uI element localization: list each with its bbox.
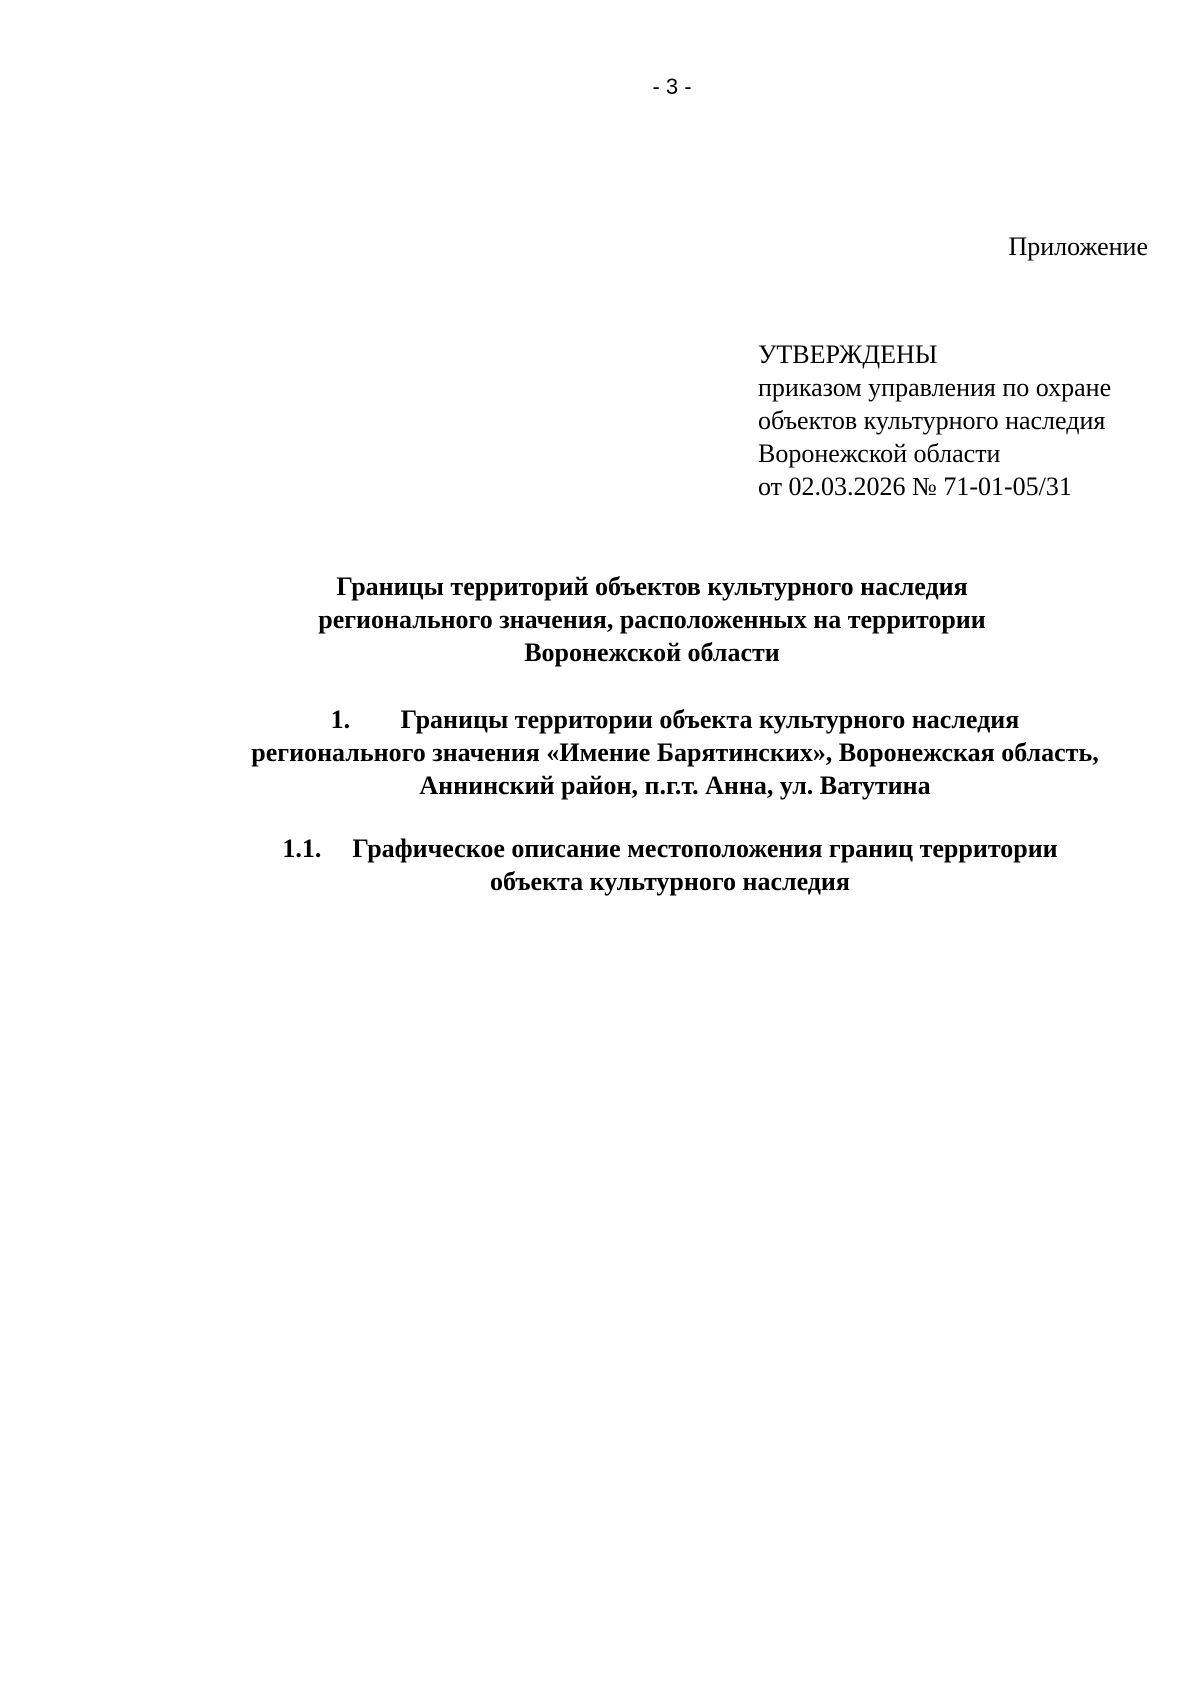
subsection-heading-line: объекта культурного наследия [490, 867, 850, 896]
section-heading-line: Аннинский район, п.г.т. Анна, ул. Ватутина [419, 771, 931, 800]
section-heading [0, 703, 1200, 802]
section-heading-line: регионального значения «Имение Барятинских», Воронежская область, [251, 738, 1099, 767]
document-title-line: Границы территорий объектов культурного наследия [336, 572, 968, 601]
subsection-heading [0, 832, 1200, 898]
document-title [0, 570, 1200, 669]
subsection-heading-line: Графическое описание местоположения границ территории [352, 834, 1058, 863]
appendix-label: Приложение [1008, 232, 1148, 261]
section-heading-line: Границы территории объекта культурного наследия [400, 705, 1020, 734]
approval-line-objects: объектов культурного наследия [758, 406, 1106, 435]
document-title-line: Воронежской области [524, 638, 780, 667]
approval-line-order: приказом управления по охране [758, 373, 1112, 402]
approval-line-region: Воронежской области [758, 439, 1001, 468]
approval-date-number: от 02.03.2026 № 71-01-05/31 [758, 472, 1072, 501]
approval-heading: УТВЕРЖДЕНЫ [758, 340, 938, 369]
page-number: - 3 - [652, 74, 692, 99]
document-title-line: регионального значения, расположенных на территории [318, 605, 986, 634]
subsection-number: 1.1. [282, 834, 322, 863]
section-number: 1. [330, 705, 351, 734]
approval-block [758, 338, 1111, 503]
